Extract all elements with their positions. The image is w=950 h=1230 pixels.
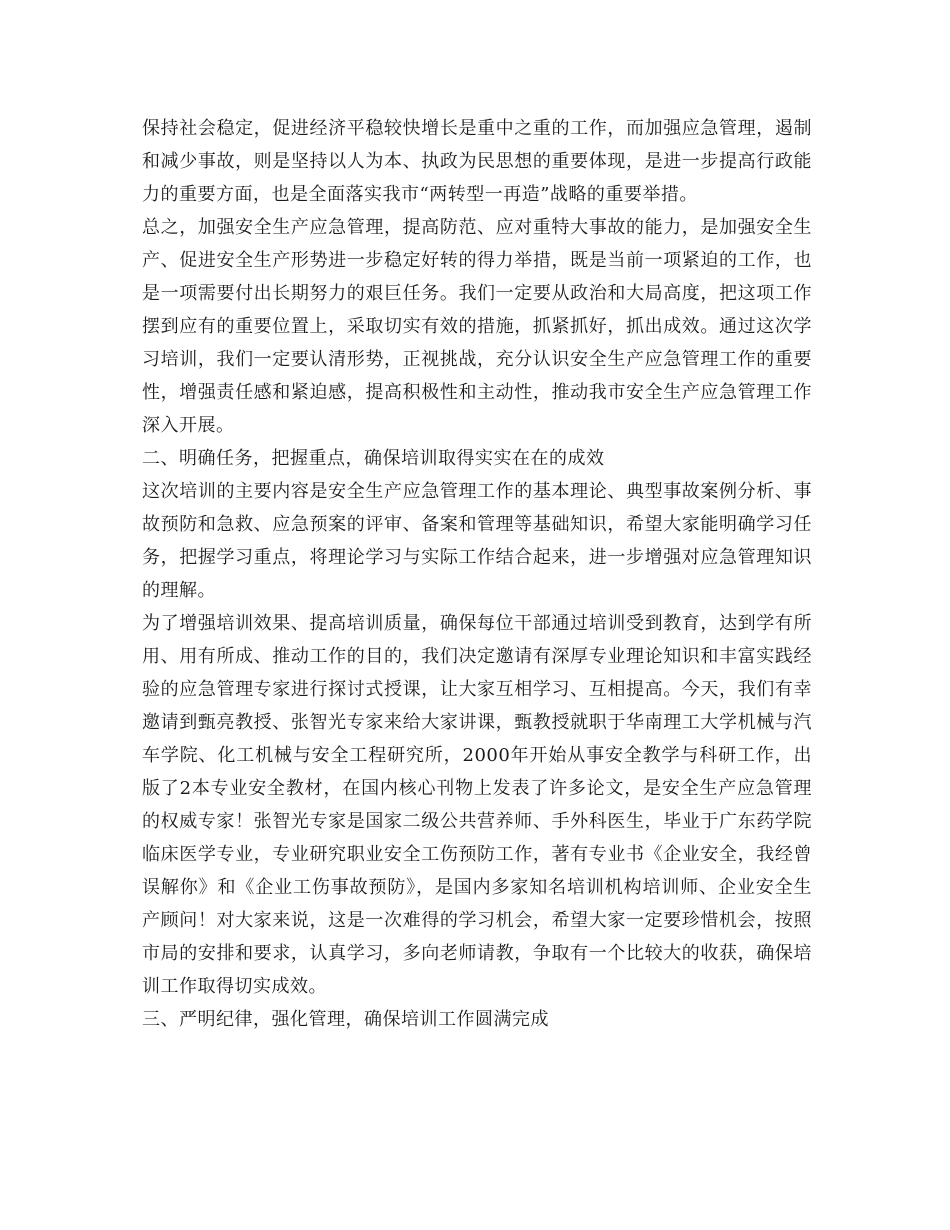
document-page — [142, 112, 812, 1036]
paragraph-experts: 为了增强培训效果、提高培训质量，确保每位干部通过培训受到教育，达到学有所用、用有所成、推动工作的目的，我们决定邀请有深厚专业理论知识和丰富实践经验的应急管理专家进行探讨式授课，让大家互相学习、互相提高。今天，我们有幸邀请到甄亮教授、张智光专家来给大家讲课，甄教授就职于华南理工大学机械与汽车学院、化工机械与安全工程研究所，2000年开始从事安全教学与科研工作，出版了2本专业安全教材，在国内核心刊物上发表了许多论文，是安全生产应急管理的权威专家！张智光专家是国家二级公共营养师、手外科医生，毕业于广东药学院临床医学专业，专业研究职业安全工伤预防工作，著有专业书《企业安全，我经曾误解你》和《企业工伤事故预防》，是国内多家知名培训机构培训师、企业安全生产顾问！对大家来说，这是一次难得的学习机会，希望大家一定要珍惜机会，按照市局的安排和要求，认真学习，多向老师请教，争取有一个比较大的收获，确保培训工作取得切实成效。 — [142, 613, 812, 997]
section-heading-3: 三、严明纪律，强化管理，确保培训工作圆满完成 — [142, 1009, 549, 1030]
section-heading-2: 二、明确任务，把握重点，确保培训取得实实在在的成效 — [142, 448, 605, 469]
paragraph-stability: 保持社会稳定，促进经济平稳较快增长是重中之重的工作，而加强应急管理，遏制和减少事故，则是坚持以人为本、执政为民思想的重要体现，是进一步提高行政能力的重要方面，也是全面落实我市“两转型一再造”战略的重要举措。 — [142, 118, 812, 205]
paragraph-summary: 总之，加强安全生产应急管理，提高防范、应对重特大事故的能力，是加强安全生产、促进安全生产形势进一步稳定好转的得力举措，既是当前一项紧迫的工作，也是一项需要付出长期努力的艰巨任务。我们一定要从政治和大局高度，把这项工作摆到应有的重要位置上，采取切实有效的措施，抓紧抓好，抓出成效。通过这次学习培训，我们一定要认清形势，正视挑战，充分认识安全生产应急管理工作的重要性，增强责任感和紧迫感，提高积极性和主动性，推动我市安全生产应急管理工作深入开展。 — [142, 217, 812, 436]
paragraph-training-content: 这次培训的主要内容是安全生产应急管理工作的基本理论、典型事故案例分析、事故预防和急救、应急预案的评审、备案和管理等基础知识，希望大家能明确学习任务，把握学习重点，将理论学习与实际工作结合起来，进一步增强对应急管理知识的理解。 — [142, 481, 812, 601]
